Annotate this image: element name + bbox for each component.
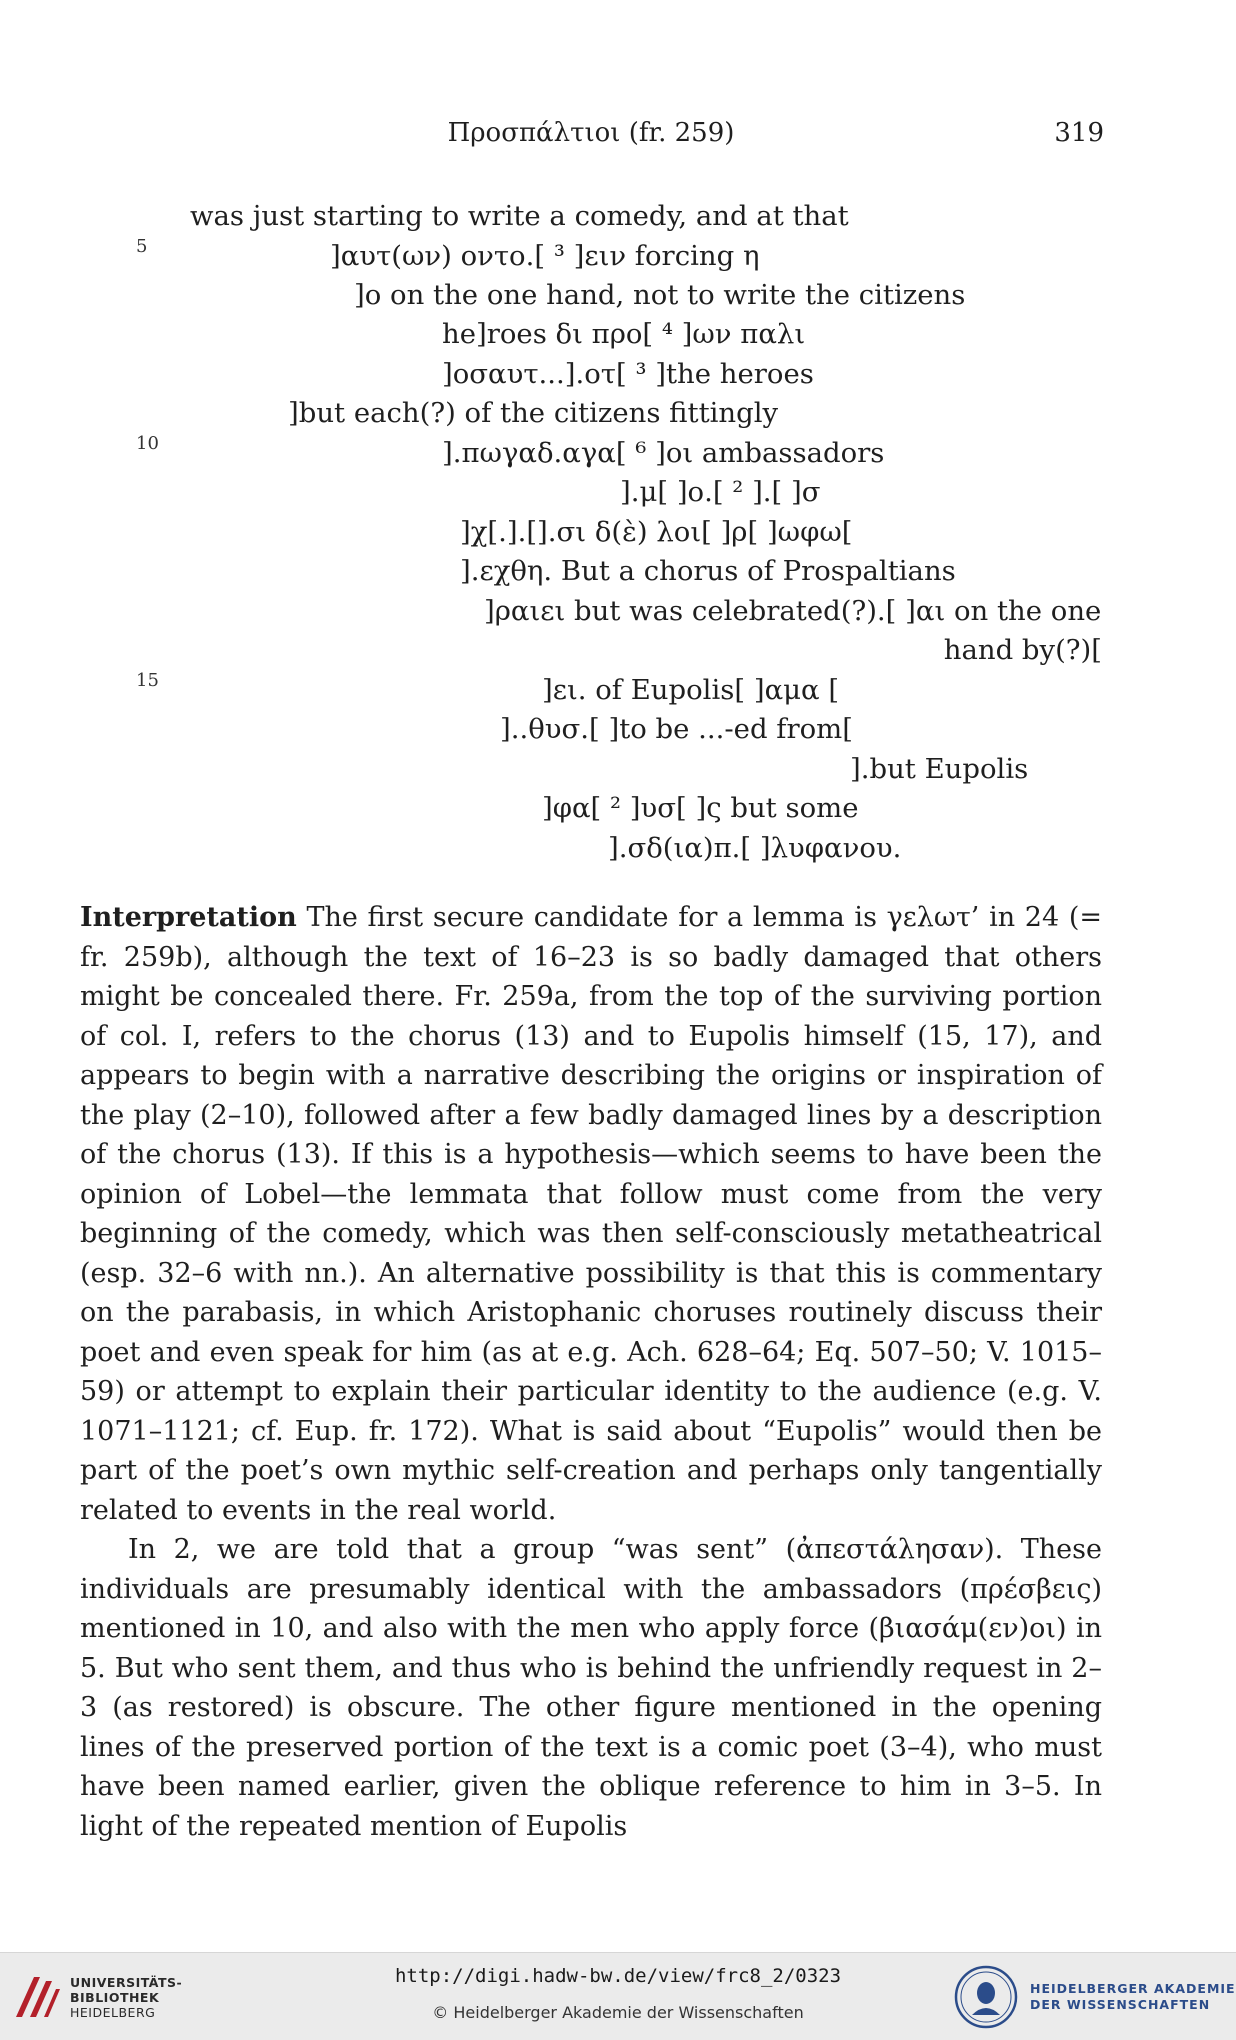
verse-line: he]roes δι προ[ ⁴ ]ων παλι bbox=[442, 318, 806, 350]
verse-line: ].μ[ ]ο.[ ² ].[ ]σ bbox=[620, 476, 821, 508]
library-name: UNIVERSITÄTS- BIBLIOTHEK HEIDELBERG bbox=[70, 1975, 183, 2020]
verse-line: ]..θυσ.[ ]to be ...-ed from[ bbox=[500, 713, 853, 745]
verse-line: was just starting to write a comedy, and at that bbox=[190, 200, 849, 232]
verse-line: ]ει. of Eupolis[ ]αμα [ bbox=[542, 674, 840, 706]
verse-line: hand by(?)[ bbox=[943, 634, 1102, 666]
academy-seal-icon bbox=[954, 1965, 1018, 2029]
verse-line: ]φα[ ² ]υσ[ ]ς but some bbox=[542, 792, 859, 824]
verse-line: ].πωγαδ.αγα[ ⁶ ]οι ambassadors bbox=[442, 437, 885, 469]
verse-line: ]but each(?) of the citizens fittingly bbox=[288, 397, 779, 429]
verse-line: ]οσαυτ...].οτ[ ³ ]the heroes bbox=[442, 358, 814, 390]
section-heading: Interpretation bbox=[80, 902, 297, 933]
footer-bar bbox=[0, 1952, 1236, 2040]
line-number: 15 bbox=[136, 670, 159, 691]
running-head-title: Προσπάλτιοι (fr. 259) bbox=[447, 118, 735, 148]
verse-line: ]χ[.].[].σι δ(ὲ) λοι[ ]ρ[ ]ωφω[ bbox=[460, 516, 853, 548]
copyright-notice: © Heidelberger Akademie der Wissenschaften bbox=[432, 2003, 804, 2022]
permalink-url[interactable]: http://digi.hadw-bw.de/view/frc8_2/0323 bbox=[394, 1965, 842, 1987]
running-head bbox=[0, 118, 1236, 158]
commentary-paragraph: Interpretation The first secure candidate for a lemma is γελωτ’ in 24 (= fr. 259b), although the text of 16–23 is so badly damaged that others might be concealed there. Fr. 259a, from the top of the surviving portion of col. I, refers to the chorus (13) and to Eupolis himself (15, 17), and appears to begin with a narrative describing the origins or inspiration of the play (2–10), followed after a few badly damaged lines by a description of the chorus (13). If this is a hypothesis—which seems to have been the opinion of Lobel—the lemmata that follow must come from the very beginning of the comedy, which was then self-consciously metatheatrical (esp. 32–6 with nn.). An alternative possibility is that this is commentary on the parabasis, in which Aristophanic choruses routinely discuss their poet and even speak for him (as at e.g. Ach. 628–64; Eq. 507–50; V. 1015–59) or attempt to explain their particular identity to the audience (e.g. V. 1071–1121; cf. Eup. fr. 172). What is said about “Eupolis” would then be part of the poet’s own mythic self-creation and perhaps only tangentially related to events in the real world. bbox=[80, 902, 1103, 1526]
verse-line: ]αυτ(ων) οντο.[ ³ ]ειν forcing η bbox=[330, 240, 760, 272]
line-number: 5 bbox=[136, 236, 148, 257]
verse-line: ]ραιει but was celebrated(?).[ ]αι on the one bbox=[484, 595, 1102, 627]
page-number: 319 bbox=[1054, 118, 1104, 148]
verse-line: ].σδ(ια)π.[ ]λυφανου. bbox=[608, 832, 902, 864]
academy-name: HEIDELBERGER AKADEMIE DER WISSENSCHAFTEN bbox=[1030, 1981, 1236, 2012]
verse-line: ].but Eupolis bbox=[850, 753, 1029, 785]
commentary-paragraph: In 2, we are told that a group “was sent” (ἀπεστάλησαν). These individuals are presumably identical with the ambassadors (πρέσβεις) mentioned in 10, and also with the men who apply force (βιασάμ(εν)οι) in 5. But who sent them, and thus who is behind the unfriendly request in 2–3 (as restored) is obscure. The other figure mentioned in the opening lines of the preserved portion of the text is a comic poet (3–4), who must have been named earlier, given the oblique reference to him in 3–5. In light of the repeated mention of Eupolis bbox=[80, 1534, 1102, 1842]
line-number: 10 bbox=[136, 433, 159, 454]
verse-line: ]ο on the one hand, not to write the citizens bbox=[354, 279, 966, 311]
commentary-text bbox=[80, 898, 1102, 1846]
verse-line: ].εχθη. But a chorus of Prospaltians bbox=[460, 555, 956, 587]
